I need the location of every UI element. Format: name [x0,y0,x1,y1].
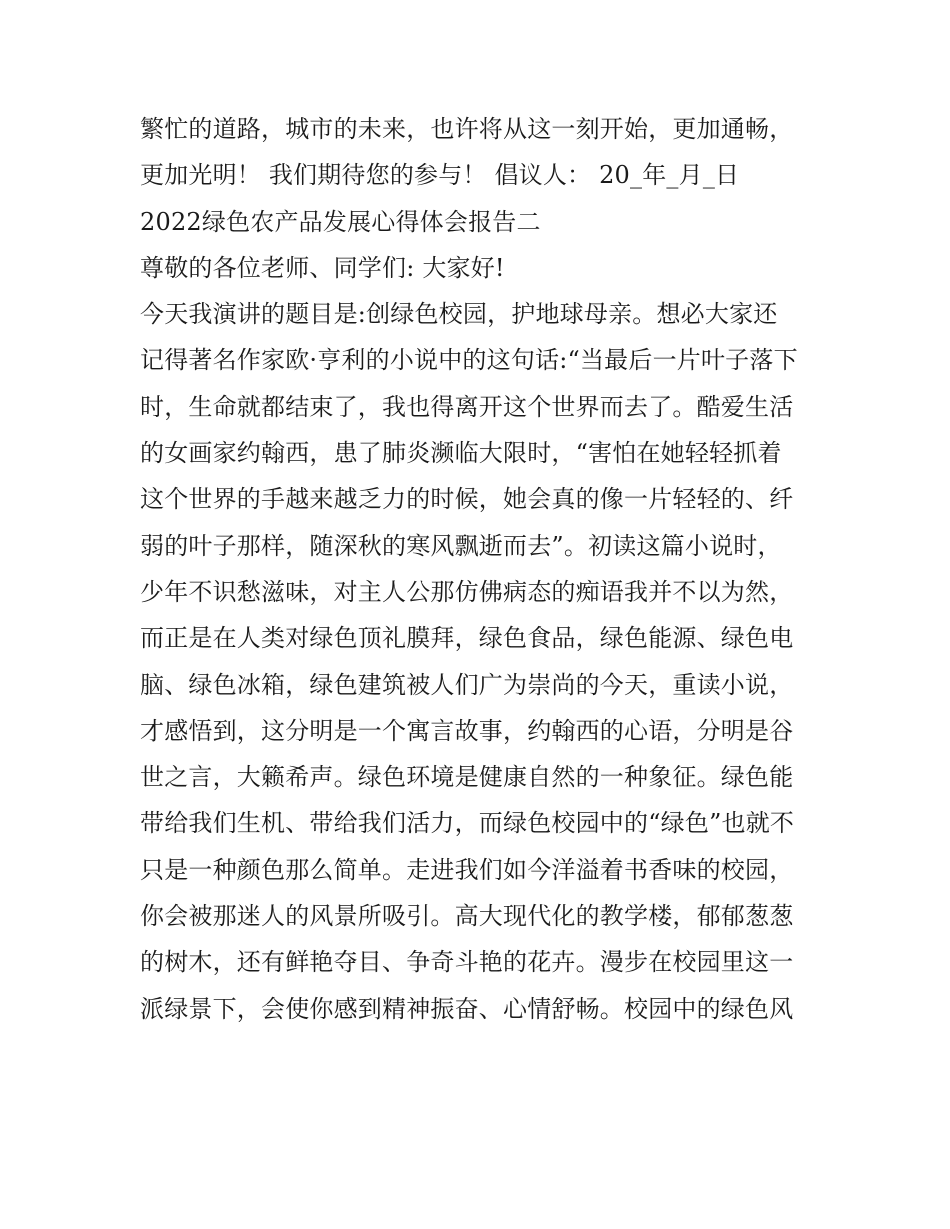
text-line: 繁忙的道路，城市的未来，也许将从这一刻开始，更加通畅， [140,115,794,143]
text-line: 这个世界的手越来越乏力的时候，她会真的像一片轻轻的、纤 [140,485,794,514]
text-line: 只是一种颜色那么简单。走进我们如今洋溢着书香味的校园， [140,855,794,884]
text-line: 时，生命就都结束了，我也得离开这个世界而去了。酷爱生活 [140,392,794,421]
salutation: 尊敬的各位老师、同学们: 大家好! [140,253,505,282]
text-line: 的女画家约翰西，患了肺炎濒临大限时，“害怕在她轻轻抓着 [140,439,782,468]
text-line: 而正是在人类对绿色顶礼膜拜，绿色食品，绿色能源、绿色电 [140,624,794,653]
document-body [140,106,820,1032]
text-line: 少年不识愁滋味，对主人公那仿佛病态的痴语我并不以为然， [140,577,794,606]
text-line: 脑、绿色冰箱，绿色建筑被人们广为崇尚的今天，重读小说， [140,670,794,699]
text-line: 弱的叶子那样，随深秋的寒风飘逝而去”。初读这篇小说时， [140,531,782,560]
text-line: 才感悟到，这分明是一个寓言故事，约翰西的心语，分明是谷 [140,716,794,745]
text-line: 今天我演讲的题目是:创绿色校园，护地球母亲。想必大家还 [140,300,778,329]
section-heading: 2022绿色农产品发展心得体会报告二 [140,207,541,236]
text-line: 带给我们生机、带给我们活力，而绿色校园中的“绿色”也就不 [140,809,795,838]
text-line: 世之言，大籁希声。绿色环境是健康自然的一种象征。绿色能 [140,763,794,792]
text-line: 更加光明！ 我们期待您的参与！ 倡议人： 20_年_月_日 [140,161,740,190]
text-line: 的树木，还有鲜艳夺目、争奇斗艳的花卉。漫步在校园里这一 [140,948,794,977]
text-line: 你会被那迷人的风景所吸引。高大现代化的教学楼，郁郁葱葱 [140,902,794,931]
text-line: 记得著名作家欧·亨利的小说中的这句话:“当最后一片叶子落下 [140,346,798,375]
text-line: 派绿景下，会使你感到精神振奋、心情舒畅。校园中的绿色风 [140,994,794,1023]
